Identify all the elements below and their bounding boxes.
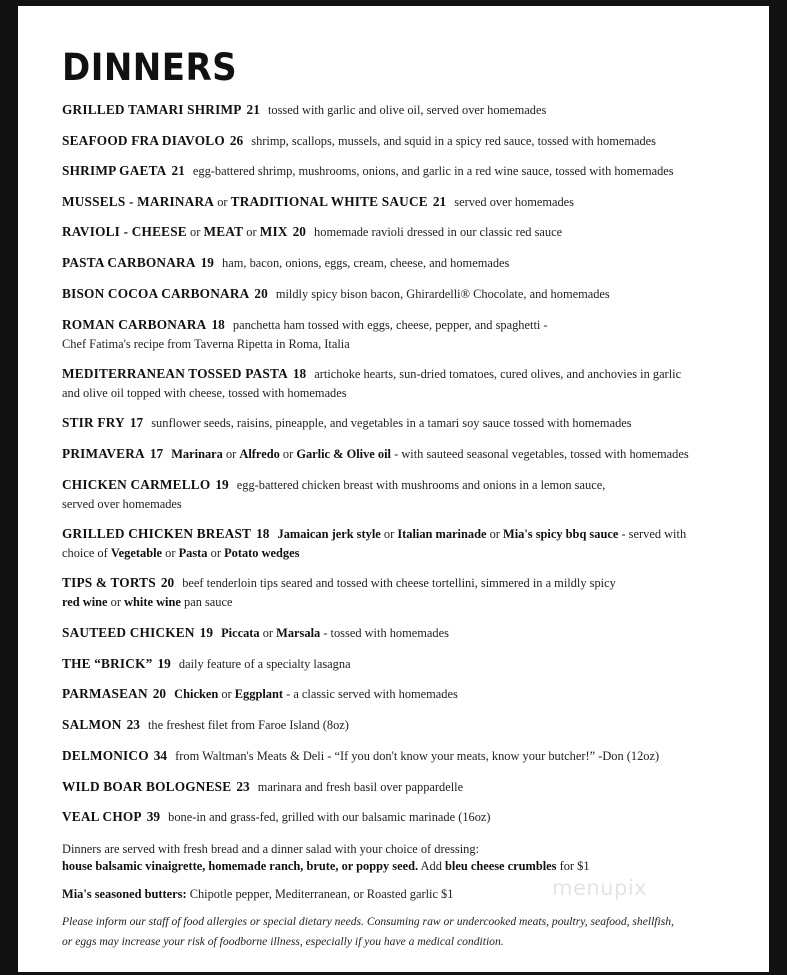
item-description: tossed with garlic and olive oil, served over homemades [267,103,547,117]
item-name: SHRIMP GAETA [62,163,167,178]
item-description: homemade ravioli dressed in our classic red sauce [314,225,563,239]
item-option: Jamaican jerk style [277,527,381,541]
item-option: Mia's spicy bbq sauce [503,527,619,541]
item-name: TIPS & TORTS [62,575,156,590]
item-option: Alfredo [239,447,280,461]
or-word: or [282,447,294,461]
item-option: white wine [124,595,181,609]
menu-item [62,161,722,181]
item-price: 19 [215,477,229,492]
item-description: - with sauteed seasonal vegetables, tossed with homemades [394,447,689,461]
menu-item [62,192,722,212]
menu-item [62,654,722,674]
item-name: THE “BRICK” [62,656,153,671]
item-price: 20 [254,286,268,301]
item-name: SALMON [62,717,122,732]
item-name: STIR FRY [62,415,125,430]
menu-item [62,253,722,273]
item-price: 39 [146,809,161,824]
dressing-add: Add [420,859,442,873]
item-description-continued: pan sauce [184,595,233,609]
or-word: or [217,195,228,209]
item-price: 19 [157,656,171,671]
item-description: - tossed with homemades [323,626,449,640]
item-name: BISON COCOA CARBONARA [62,286,250,301]
item-option: Vegetable [110,546,163,560]
item-price: 19 [200,255,214,270]
item-description: shrimp, scallops, mussels, and squid in a spicy red sauce, tossed with homemades [251,134,656,148]
item-description: the freshest filet from Faroe Island (8oz) [147,718,349,732]
item-description: panchetta ham tossed with eggs, cheese, pepper, and spaghetti - [232,318,548,332]
item-description-continued: and olive oil topped with cheese, tossed with homemades [62,386,347,400]
item-price: 17 [149,446,164,461]
item-name: MEAT [203,224,244,239]
menu-item [62,807,722,827]
item-name: ROMAN CARBONARA [62,317,207,332]
item-description-continued: choice of [62,546,108,560]
item-price: 23 [126,717,140,732]
item-name: PASTA CARBONARA [62,255,196,270]
item-option: Piccata [221,626,260,640]
menu-item [62,623,722,643]
or-word: or [110,595,121,609]
menu-item [62,746,722,766]
menu-item [62,131,722,151]
item-description: sunflower seeds, raisins, pineapple, and vegetables in a tamari soy sauce tossed with homemades [151,416,632,430]
item-price: 21 [246,102,260,117]
item-price: 20 [160,575,175,590]
item-price: 18 [256,526,270,541]
disclaimer-line: Please inform our staff of food allergies or special dietary needs. Consuming raw or undercooked meats, poultry, seafood, shellfish, [62,915,674,928]
item-description: marinara and fresh basil over pappardelle [257,780,464,794]
item-option: red wine [62,595,108,609]
item-option: Italian marinade [397,527,487,541]
item-name: CHICKEN CARMELLO [62,477,211,492]
item-description: beef tenderloin tips seared and tossed with cheese tortellini, simmered in a mildly spicy [182,576,616,590]
disclaimer-line: or eggs may increase your risk of foodborne illness, especially if you have a medical condition. [62,935,504,948]
item-description: - a classic served with homemades [286,687,458,701]
dressing-note-intro: Dinners are served with fresh bread and a dinner salad with your choice of dressing: [62,842,480,856]
menu-item [62,315,722,354]
menu-item [62,684,722,704]
item-option: Marsala [276,626,321,640]
bleu-cheese-crumbles: bleu cheese crumbles [445,859,557,873]
item-name: VEAL CHOP [62,809,142,824]
or-word: or [262,626,274,640]
item-name: PRIMAVERA [62,446,145,461]
menu-item [62,573,722,612]
item-name: WILD BOAR BOLOGNESE [62,779,232,794]
item-description-continued: served over homemades [62,497,182,511]
item-name: MEDITERRANEAN TOSSED PASTA [62,366,288,381]
menu-item [62,222,722,242]
item-price: 21 [432,194,447,209]
item-description: from Waltman's Meats & Deli - “If you don't know your meats, know your butcher!” -Don (12oz) [175,749,660,763]
menu-item [62,444,722,464]
item-option: Eggplant [234,687,283,701]
item-option: Pasta [178,546,208,560]
item-option: Garlic & Olive oil [296,447,391,461]
item-name: GRILLED CHICKEN BREAST [62,526,252,541]
or-word: or [210,546,221,560]
item-description: mildly spicy bison bacon, Ghirardelli® Chocolate, and homemades [275,287,610,301]
item-option: Marinara [171,447,223,461]
menu-item [62,284,722,304]
item-name: PARMASEAN [62,686,148,701]
or-word: or [225,447,237,461]
item-name: RAVIOLI - CHEESE [62,224,187,239]
crumbles-price: for $1 [559,859,590,873]
item-description: served over homemades [454,195,574,209]
item-price: 19 [199,625,213,640]
or-word: or [246,225,257,239]
allergy-disclaimer [62,912,732,952]
item-name: DELMONICO [62,748,149,763]
item-name: MUSSELS - MARINARA [62,194,215,209]
item-description: artichoke hearts, sun-dried tomatoes, cured olives, and anchovies in garlic [314,367,682,381]
or-word: or [221,687,232,701]
or-word: or [190,225,201,239]
item-option: Chicken [174,687,219,701]
item-name: SAUTEED CHICKEN [62,625,195,640]
menu-item [62,413,722,433]
item-name: GRILLED TAMARI SHRIMP [62,102,242,117]
menu-item [62,100,722,120]
item-description: bone-in and grass-fed, grilled with our balsamic marinade (16oz) [168,810,491,824]
or-word: or [165,546,176,560]
butters-label: Mia's seasoned butters: [62,887,187,901]
item-price: 23 [236,779,250,794]
dressing-options: house balsamic vinaigrette, homemade ranch, brute, or poppy seed. [62,859,419,873]
or-word: or [383,527,395,541]
or-word: or [489,527,500,541]
page-title: DINNERS [62,46,238,89]
butters-text: Chipotle pepper, Mediterranean, or Roasted garlic $1 [189,887,454,901]
menu-item [62,715,722,735]
item-description-continued: Chef Fatima's recipe from Taverna Ripetta in Roma, Italia [62,337,350,351]
item-price: 18 [292,366,307,381]
item-price: 21 [171,163,185,178]
item-name: SEAFOOD FRA DIAVOLO [62,133,225,148]
item-option: Potato wedges [224,546,300,560]
menu-page [18,6,769,972]
menu-item [62,777,722,797]
item-description: egg-battered chicken breast with mushrooms and onions in a lemon sauce, [236,478,606,492]
item-price: 20 [292,224,306,239]
item-description: - served with [621,527,687,541]
item-name: TRADITIONAL WHITE SAUCE [230,194,428,209]
item-price: 17 [129,415,144,430]
menupix-watermark: menupix [552,876,648,900]
menu-item [62,364,722,403]
item-price: 34 [153,748,168,763]
item-description: ham, bacon, onions, eggs, cream, cheese, and homemades [222,256,510,270]
item-description: egg-battered shrimp, mushrooms, onions, and garlic in a red wine sauce, tossed with homemades [192,164,674,178]
item-price: 20 [152,686,167,701]
menu-item [62,524,722,563]
item-name: MIX [259,224,288,239]
item-price: 26 [229,133,244,148]
item-description: daily feature of a specialty lasagna [178,657,351,671]
menu-item [62,475,722,514]
item-price: 18 [211,317,225,332]
dressing-note [62,841,732,875]
